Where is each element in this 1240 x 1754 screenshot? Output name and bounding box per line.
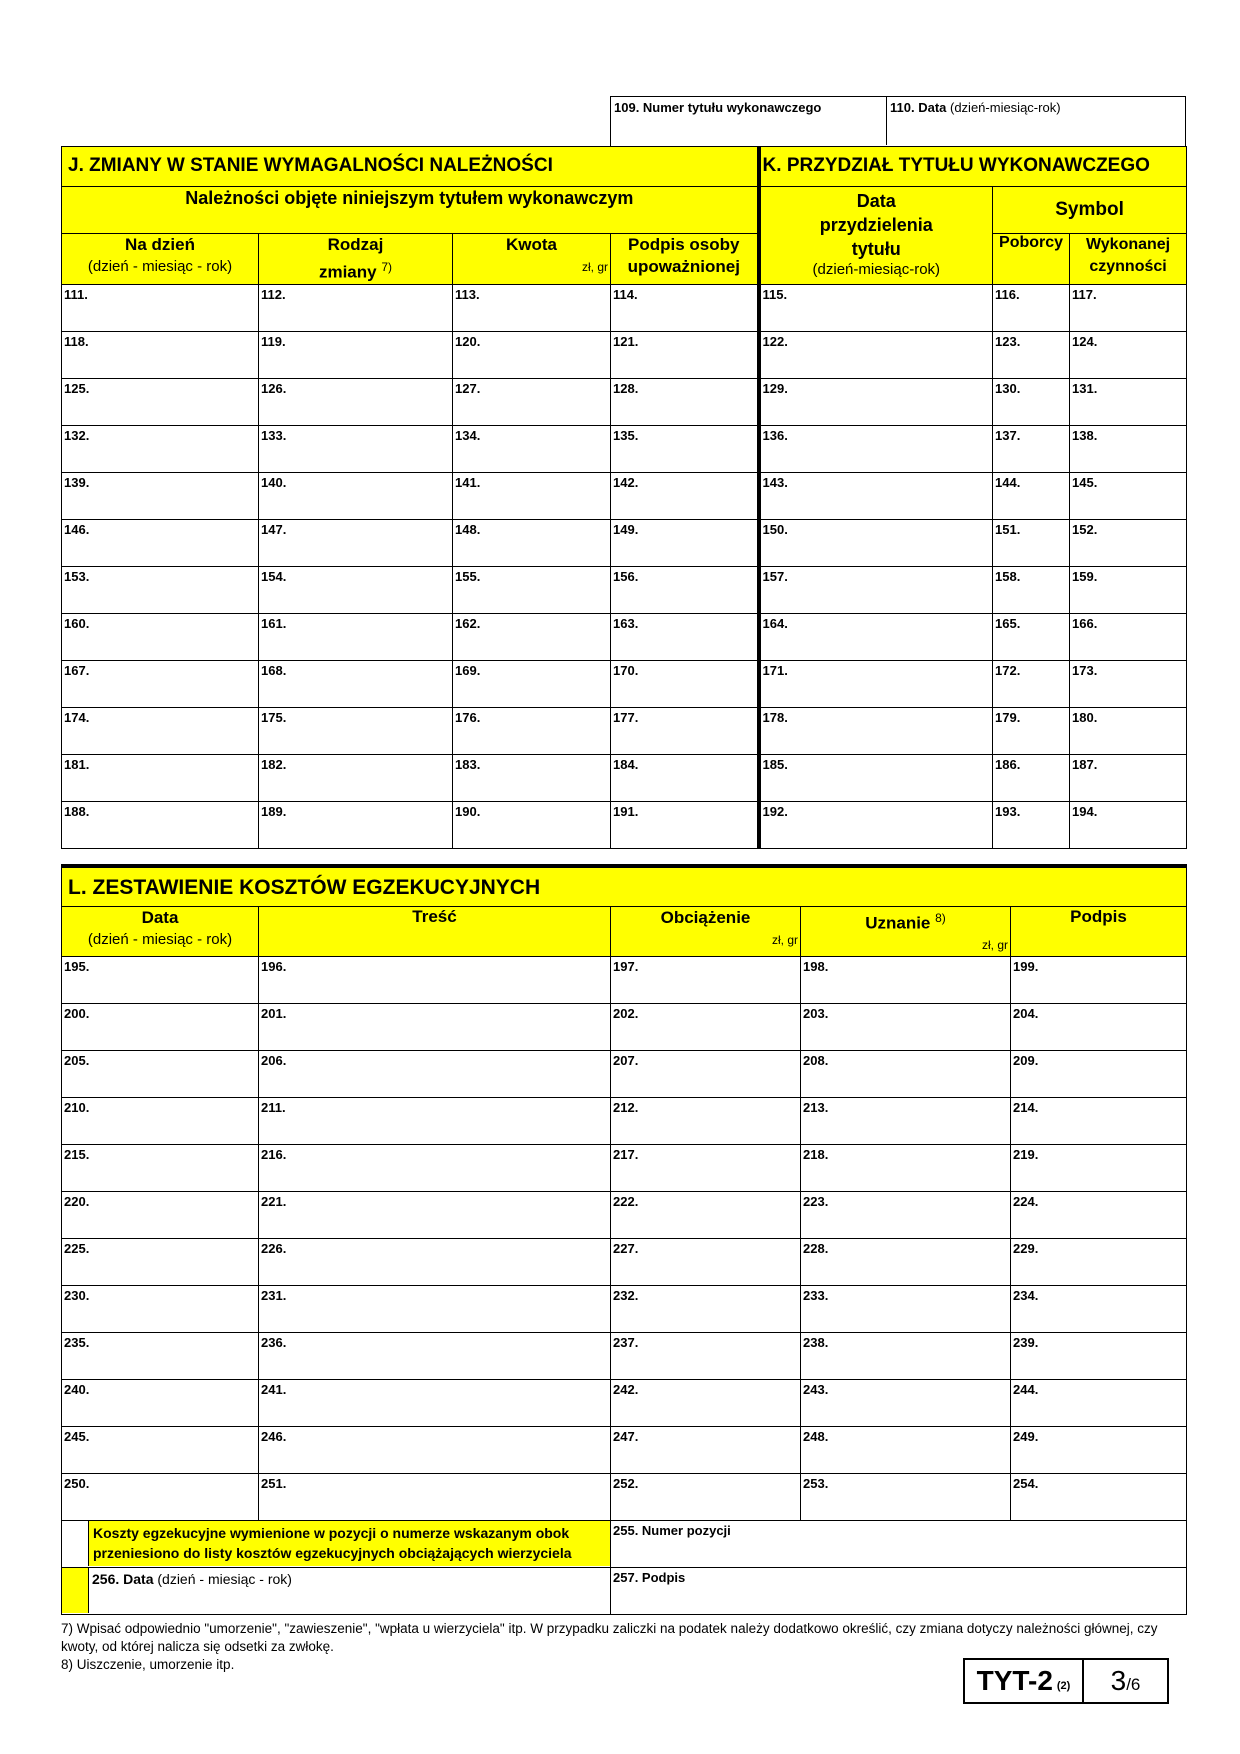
form-field-cell[interactable]: 249. bbox=[1011, 1427, 1187, 1474]
form-field-cell[interactable]: 180. bbox=[1070, 707, 1187, 754]
form-field-cell[interactable]: 142. bbox=[611, 472, 759, 519]
field-257[interactable]: 257. Podpis bbox=[611, 1568, 1187, 1615]
section-jk-table bbox=[61, 146, 1187, 849]
form-field-cell[interactable]: 192. bbox=[759, 801, 993, 848]
form-field-cell[interactable]: 163. bbox=[611, 613, 759, 660]
form-field-cell[interactable]: 178. bbox=[759, 707, 993, 754]
form-field-cell[interactable]: 147. bbox=[259, 519, 453, 566]
section-k-col-action: Wykonanej czynności bbox=[1070, 234, 1187, 285]
form-field-cell[interactable]: 223. bbox=[801, 1192, 1011, 1239]
form-field-cell[interactable]: 226. bbox=[259, 1239, 611, 1286]
field-256[interactable]: 256. Data (dzień - miesiąc - rok) bbox=[92, 1571, 292, 1588]
form-field-cell[interactable]: 239. bbox=[1011, 1333, 1187, 1380]
form-field-cell[interactable]: 125. bbox=[62, 378, 259, 425]
table-row bbox=[62, 1286, 1187, 1333]
form-field-cell[interactable]: 135. bbox=[611, 425, 759, 472]
form-field-cell[interactable]: 131. bbox=[1070, 378, 1187, 425]
form-field-cell[interactable]: 205. bbox=[62, 1051, 259, 1098]
form-field-cell[interactable]: 245. bbox=[62, 1427, 259, 1474]
form-field-cell[interactable]: 139. bbox=[62, 472, 259, 519]
form-field-cell[interactable]: 167. bbox=[62, 660, 259, 707]
form-field-cell[interactable]: 195. bbox=[62, 957, 259, 1004]
section-l-col-credit: Uznanie $^{8)}$ zł, gr bbox=[801, 906, 1011, 957]
page-number: 3 /6 bbox=[1110, 1665, 1141, 1696]
form-field-cell[interactable]: 225. bbox=[62, 1239, 259, 1286]
section-l-col-signature: Podpis bbox=[1011, 906, 1187, 957]
form-field-cell[interactable]: 196. bbox=[259, 957, 611, 1004]
form-field-cell[interactable]: 155. bbox=[453, 566, 611, 613]
form-field-cell[interactable]: 232. bbox=[611, 1286, 801, 1333]
form-field-cell[interactable]: 143. bbox=[759, 472, 993, 519]
form-field-cell[interactable]: 228. bbox=[801, 1239, 1011, 1286]
form-field-cell[interactable]: 134. bbox=[453, 425, 611, 472]
form-field-cell[interactable]: 243. bbox=[801, 1380, 1011, 1427]
section-j-col-type: Rodzaj zmiany $^{7)}$ bbox=[259, 234, 453, 285]
form-field-cell[interactable]: 117. bbox=[1070, 284, 1187, 331]
form-field-cell[interactable]: 137. bbox=[993, 425, 1070, 472]
form-field-cell[interactable]: 207. bbox=[611, 1051, 801, 1098]
form-field-cell[interactable]: 171. bbox=[759, 660, 993, 707]
form-field-cell[interactable]: 206. bbox=[259, 1051, 611, 1098]
form-field-cell[interactable]: 146. bbox=[62, 519, 259, 566]
form-field-cell[interactable]: 148. bbox=[453, 519, 611, 566]
form-field-cell[interactable]: 203. bbox=[801, 1004, 1011, 1051]
form-field-cell[interactable]: 242. bbox=[611, 1380, 801, 1427]
table-row bbox=[62, 1192, 1187, 1239]
form-field-cell[interactable]: 119. bbox=[259, 331, 453, 378]
table-row bbox=[62, 1004, 1187, 1051]
table-row bbox=[62, 378, 1187, 425]
top-fields bbox=[610, 96, 1186, 146]
form-field-cell[interactable]: 145. bbox=[1070, 472, 1187, 519]
form-field-cell[interactable]: 166. bbox=[1070, 613, 1187, 660]
form-field-cell[interactable]: 177. bbox=[611, 707, 759, 754]
form-field-cell[interactable]: 213. bbox=[801, 1098, 1011, 1145]
form-id-box bbox=[963, 1658, 1169, 1704]
form-field-cell[interactable]: 161. bbox=[259, 613, 453, 660]
form-field-cell[interactable]: 252. bbox=[611, 1474, 801, 1521]
form-field-cell[interactable]: 157. bbox=[759, 566, 993, 613]
form-field-cell[interactable]: 184. bbox=[611, 754, 759, 801]
section-l-title: L. ZESTAWIENIE KOSZTÓW EGZEKUCYJNYCH bbox=[62, 866, 1187, 906]
form-field-cell[interactable]: 181. bbox=[62, 754, 259, 801]
form-field-cell[interactable]: 198. bbox=[801, 957, 1011, 1004]
section-j-group-header: Należności objęte niniejszym tytułem wykonawczym bbox=[62, 187, 759, 234]
table-row bbox=[62, 660, 1187, 707]
section-l-col-date: Data (dzień - miesiąc - rok) bbox=[62, 906, 259, 957]
form-field-cell[interactable]: 199. bbox=[1011, 957, 1187, 1004]
form-field-cell[interactable]: 253. bbox=[801, 1474, 1011, 1521]
form-field-cell[interactable]: 209. bbox=[1011, 1051, 1187, 1098]
field-109[interactable] bbox=[611, 97, 887, 145]
form-field-cell[interactable]: 174. bbox=[62, 707, 259, 754]
form-field-cell[interactable]: 165. bbox=[993, 613, 1070, 660]
table-row bbox=[62, 1333, 1187, 1380]
field-256-cell bbox=[62, 1568, 611, 1615]
section-k-date-header: Data przydzielenia tytułu (dzień-miesiąc-rok) bbox=[759, 187, 993, 285]
form-field-cell[interactable]: 149. bbox=[611, 519, 759, 566]
form-field-cell[interactable]: 136. bbox=[759, 425, 993, 472]
form-field-cell[interactable]: 211. bbox=[259, 1098, 611, 1145]
form-field-cell[interactable]: 222. bbox=[611, 1192, 801, 1239]
form-field-cell[interactable]: 247. bbox=[611, 1427, 801, 1474]
form-field-cell[interactable]: 114. bbox=[611, 284, 759, 331]
form-field-cell[interactable]: 120. bbox=[453, 331, 611, 378]
table-row bbox=[62, 707, 1187, 754]
form-field-cell[interactable]: 212. bbox=[611, 1098, 801, 1145]
table-row bbox=[62, 519, 1187, 566]
form-field-cell[interactable]: 233. bbox=[801, 1286, 1011, 1333]
form-field-cell[interactable]: 113. bbox=[453, 284, 611, 331]
form-field-cell[interactable]: 234. bbox=[1011, 1286, 1187, 1333]
form-field-cell[interactable]: 162. bbox=[453, 613, 611, 660]
form-field-cell[interactable]: 185. bbox=[759, 754, 993, 801]
form-field-cell[interactable]: 154. bbox=[259, 566, 453, 613]
form-field-cell[interactable]: 118. bbox=[62, 331, 259, 378]
form-field-cell[interactable]: 150. bbox=[759, 519, 993, 566]
form-field-cell[interactable]: 168. bbox=[259, 660, 453, 707]
form-field-cell[interactable]: 151. bbox=[993, 519, 1070, 566]
section-k-col-collector: Poborcy bbox=[993, 234, 1070, 285]
field-109-label: 109. Numer tytułu wykonawczego bbox=[614, 100, 822, 115]
form-field-cell[interactable]: 251. bbox=[259, 1474, 611, 1521]
form-field-cell[interactable]: 122. bbox=[759, 331, 993, 378]
field-255[interactable]: 255. Numer pozycji bbox=[611, 1521, 1187, 1568]
table-row bbox=[62, 566, 1187, 613]
footnote-7: 7) Wpisać odpowiednio "umorzenie", "zawieszenie", "wpłata u wierzyciela" itp. W przypadku zaliczki na podatek należy dodatkowo określić, czy zmiana dotyczy należności głównej, czy kwoty, od której nalicza się odsetki za zwłokę. bbox=[61, 1621, 1158, 1654]
section-l-col-charge: Obciążenie zł, gr bbox=[611, 906, 801, 957]
form-field-cell[interactable]: 169. bbox=[453, 660, 611, 707]
form-field-cell[interactable]: 197. bbox=[611, 957, 801, 1004]
bottom-note-cell bbox=[62, 1521, 611, 1568]
form-field-cell[interactable]: 229. bbox=[1011, 1239, 1187, 1286]
section-j-col-date: Na dzień (dzień - miesiąc - rok) bbox=[62, 234, 259, 285]
form-field-cell[interactable]: 170. bbox=[611, 660, 759, 707]
form-field-cell[interactable]: 215. bbox=[62, 1145, 259, 1192]
form-field-cell[interactable]: 219. bbox=[1011, 1145, 1187, 1192]
section-l-rows bbox=[62, 957, 1187, 1521]
table-row bbox=[62, 1380, 1187, 1427]
section-j-col-signature: Podpis osoby upoważnionej bbox=[611, 234, 759, 285]
table-row bbox=[62, 284, 1187, 331]
form-field-cell[interactable]: 189. bbox=[259, 801, 453, 848]
form-field-cell[interactable]: 218. bbox=[801, 1145, 1011, 1192]
form-field-cell[interactable]: 210. bbox=[62, 1098, 259, 1145]
table-row bbox=[62, 472, 1187, 519]
section-l-col-content: Treść bbox=[259, 906, 611, 957]
form-field-cell[interactable]: 202. bbox=[611, 1004, 801, 1051]
form-field-cell[interactable]: 172. bbox=[993, 660, 1070, 707]
field-110-hint: (dzień-miesiąc-rok) bbox=[950, 100, 1061, 115]
form-field-cell[interactable]: 186. bbox=[993, 754, 1070, 801]
form-field-cell[interactable]: 221. bbox=[259, 1192, 611, 1239]
table-row bbox=[62, 1098, 1187, 1145]
form-field-cell[interactable]: 254. bbox=[1011, 1474, 1187, 1521]
form-field-cell[interactable]: 224. bbox=[1011, 1192, 1187, 1239]
form-field-cell[interactable]: 111. bbox=[62, 284, 259, 331]
form-field-cell[interactable]: 237. bbox=[611, 1333, 801, 1380]
form-field-cell[interactable]: 127. bbox=[453, 378, 611, 425]
table-row bbox=[62, 1239, 1187, 1286]
form-field-cell[interactable]: 182. bbox=[259, 754, 453, 801]
form-field-cell[interactable]: 193. bbox=[993, 801, 1070, 848]
form-field-cell[interactable]: 173. bbox=[1070, 660, 1187, 707]
form-field-cell[interactable]: 153. bbox=[62, 566, 259, 613]
form-field-cell[interactable]: 190. bbox=[453, 801, 611, 848]
form-field-cell[interactable]: 231. bbox=[259, 1286, 611, 1333]
field-110[interactable] bbox=[887, 97, 1185, 145]
form-field-cell[interactable]: 214. bbox=[1011, 1098, 1187, 1145]
form-field-cell[interactable]: 123. bbox=[993, 331, 1070, 378]
form-field-cell[interactable]: 129. bbox=[759, 378, 993, 425]
form-field-cell[interactable]: 179. bbox=[993, 707, 1070, 754]
form-field-cell[interactable]: 128. bbox=[611, 378, 759, 425]
form-field-cell[interactable]: 112. bbox=[259, 284, 453, 331]
form-field-cell[interactable]: 250. bbox=[62, 1474, 259, 1521]
form-field-cell[interactable]: 164. bbox=[759, 613, 993, 660]
section-jk-rows bbox=[62, 284, 1187, 848]
form-field-cell[interactable]: 121. bbox=[611, 331, 759, 378]
table-row bbox=[62, 1145, 1187, 1192]
form-field-cell[interactable]: 133. bbox=[259, 425, 453, 472]
form-field-cell[interactable]: 238. bbox=[801, 1333, 1011, 1380]
form-field-cell[interactable]: 175. bbox=[259, 707, 453, 754]
form-field-cell[interactable]: 204. bbox=[1011, 1004, 1187, 1051]
form-field-cell[interactable]: 230. bbox=[62, 1286, 259, 1333]
form-field-cell[interactable]: 160. bbox=[62, 613, 259, 660]
form-field-cell[interactable]: 115. bbox=[759, 284, 993, 331]
form-field-cell[interactable]: 140. bbox=[259, 472, 453, 519]
form-field-cell[interactable]: 144. bbox=[993, 472, 1070, 519]
form-field-cell[interactable]: 227. bbox=[611, 1239, 801, 1286]
form-field-cell[interactable]: 201. bbox=[259, 1004, 611, 1051]
form-field-cell[interactable]: 130. bbox=[993, 378, 1070, 425]
form-field-cell[interactable]: 235. bbox=[62, 1333, 259, 1380]
form-field-cell[interactable]: 217. bbox=[611, 1145, 801, 1192]
table-row bbox=[62, 331, 1187, 378]
table-row bbox=[62, 1474, 1187, 1521]
section-k-symbol-header: Symbol bbox=[993, 187, 1187, 234]
form-field-cell[interactable]: 141. bbox=[453, 472, 611, 519]
form-field-cell[interactable]: 216. bbox=[259, 1145, 611, 1192]
form-field-cell[interactable]: 191. bbox=[611, 801, 759, 848]
form-field-cell[interactable]: 220. bbox=[62, 1192, 259, 1239]
form-code: TYT-2 (2) bbox=[965, 1660, 1084, 1702]
table-row bbox=[62, 425, 1187, 472]
form-field-cell[interactable]: 187. bbox=[1070, 754, 1187, 801]
footnote-8: 8) Uiszczenie, umorzenie itp. bbox=[61, 1657, 235, 1672]
form-field-cell[interactable]: 124. bbox=[1070, 331, 1187, 378]
table-row bbox=[62, 1427, 1187, 1474]
section-j-col-amount: Kwota zł, gr bbox=[453, 234, 611, 285]
field-110-label: 110. Data bbox=[890, 100, 947, 115]
table-row bbox=[62, 754, 1187, 801]
form-field-cell[interactable]: 241. bbox=[259, 1380, 611, 1427]
form-field-cell[interactable]: 152. bbox=[1070, 519, 1187, 566]
form-field-cell[interactable]: 208. bbox=[801, 1051, 1011, 1098]
form-field-cell[interactable]: 126. bbox=[259, 378, 453, 425]
bottom-note: Koszty egzekucyjne wymienione w pozycji o numerze wskazanym obok przeniesiono do listy kosztów egzekucyjnych obciążających wierzyciela bbox=[89, 1521, 610, 1566]
form-field-cell[interactable]: 188. bbox=[62, 801, 259, 848]
form-field-cell[interactable]: 246. bbox=[259, 1427, 611, 1474]
form-field-cell[interactable]: 176. bbox=[453, 707, 611, 754]
form-field-cell[interactable]: 183. bbox=[453, 754, 611, 801]
form-field-cell[interactable]: 158. bbox=[993, 566, 1070, 613]
table-row bbox=[62, 1051, 1187, 1098]
form-field-cell[interactable]: 236. bbox=[259, 1333, 611, 1380]
table-row bbox=[62, 801, 1187, 848]
section-j-title: J. ZMIANY W STANIE WYMAGALNOŚCI NALEŻNOŚCI bbox=[62, 147, 759, 187]
form-field-cell[interactable]: 159. bbox=[1070, 566, 1187, 613]
form-field-cell[interactable]: 240. bbox=[62, 1380, 259, 1427]
form-field-cell[interactable]: 156. bbox=[611, 566, 759, 613]
form-field-cell[interactable]: 200. bbox=[62, 1004, 259, 1051]
section-l-table bbox=[61, 864, 1187, 1615]
form-field-cell[interactable]: 244. bbox=[1011, 1380, 1187, 1427]
form-field-cell[interactable]: 138. bbox=[1070, 425, 1187, 472]
form-field-cell[interactable]: 116. bbox=[993, 284, 1070, 331]
section-k-title: K. PRZYDZIAŁ TYTUŁU WYKONAWCZEGO bbox=[759, 147, 1187, 187]
form-field-cell[interactable]: 194. bbox=[1070, 801, 1187, 848]
table-row bbox=[62, 957, 1187, 1004]
form-field-cell[interactable]: 132. bbox=[62, 425, 259, 472]
table-row bbox=[62, 613, 1187, 660]
form-field-cell[interactable]: 248. bbox=[801, 1427, 1011, 1474]
